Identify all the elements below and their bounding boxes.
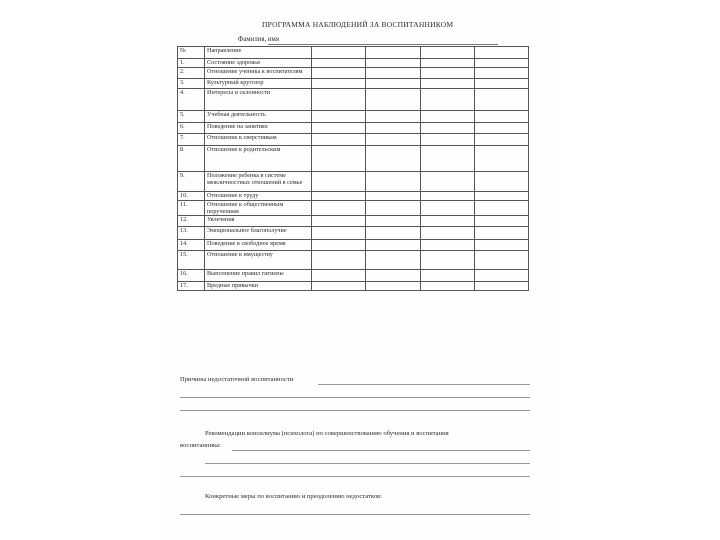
table-cell [366, 59, 420, 68]
table-cell [312, 172, 366, 192]
table-cell [366, 172, 420, 192]
row-number: 7. [178, 134, 205, 146]
row-label: Отношение к имуществу [205, 251, 312, 270]
table-cell [420, 192, 474, 201]
table-cell [420, 59, 474, 68]
table-cell [474, 89, 528, 111]
table-cell [312, 79, 366, 89]
table-cell [420, 68, 474, 79]
row-number: 17. [178, 282, 205, 291]
table-row [178, 216, 529, 227]
table-cell [420, 79, 474, 89]
recommendations-line-3 [180, 476, 530, 477]
table-cell [420, 240, 474, 251]
row-number: 3. [178, 79, 205, 89]
row-label: Отношение к труду [205, 192, 312, 201]
row-label: Состояние здоровья [205, 59, 312, 68]
row-number: 2. [178, 68, 205, 79]
table-cell [366, 192, 420, 201]
table-cell [474, 227, 528, 240]
causes-line-2 [180, 397, 530, 398]
table-cell [366, 134, 420, 146]
row-number: 6. [178, 123, 205, 134]
table-cell [366, 216, 420, 227]
table-cell [420, 134, 474, 146]
row-label: Поведение в свободное время [205, 240, 312, 251]
recommendations-line-1 [232, 450, 530, 451]
table-cell [420, 146, 474, 172]
table-row [178, 68, 529, 79]
table-cell [366, 146, 420, 172]
header-direction: Направление [205, 47, 312, 59]
table-row [178, 146, 529, 172]
measures-line-1 [180, 514, 530, 515]
table-cell [474, 201, 528, 216]
table-cell [474, 270, 528, 282]
table-cell [420, 47, 474, 59]
row-label: Отношение к сверстникам [205, 134, 312, 146]
row-label: Вредные привычки [205, 282, 312, 291]
row-label: Отношение ученика к воспитателям [205, 68, 312, 79]
name-label: Фамилия, имя [238, 36, 279, 43]
row-label: Эмоциональное благополучие [205, 227, 312, 240]
table-row [178, 172, 529, 192]
table-cell [474, 59, 528, 68]
table-cell [474, 134, 528, 146]
row-number: 5. [178, 111, 205, 123]
table-cell [474, 47, 528, 59]
table-cell [366, 270, 420, 282]
row-number: 10. [178, 192, 205, 201]
row-number: 14. [178, 240, 205, 251]
table-cell [366, 227, 420, 240]
table-header-row [178, 47, 529, 59]
row-label: Отношение к общественным поручениям [205, 201, 312, 216]
document-title: ПРОГРАММА НАБЛЮДЕНИЙ ЗА ВОСПИТАННИКОМ [262, 20, 454, 29]
name-field-line [268, 44, 498, 45]
table-row [178, 240, 529, 251]
table-cell [312, 146, 366, 172]
table-cell [474, 146, 528, 172]
row-label: Увлечения [205, 216, 312, 227]
table-cell [420, 270, 474, 282]
table-cell [312, 47, 366, 59]
table-cell [474, 172, 528, 192]
table-cell [474, 68, 528, 79]
recommendations-cont: воспитанника: [180, 442, 221, 449]
row-label: Поведение на занятиях [205, 123, 312, 134]
table-row [178, 192, 529, 201]
table-cell [312, 282, 366, 291]
recommendations-label: Рекомендации консилиума (психолога) по совершенствованию обучения и воспитания [205, 430, 449, 437]
table-cell [366, 251, 420, 270]
table-row [178, 251, 529, 270]
table-row [178, 134, 529, 146]
table-cell [366, 68, 420, 79]
row-number: 13. [178, 227, 205, 240]
row-label: Положение ребенка в системе межличностных отношений в семье [205, 172, 312, 192]
table-row [178, 111, 529, 123]
table-cell [474, 111, 528, 123]
row-number: 1. [178, 59, 205, 68]
table-cell [366, 240, 420, 251]
table-cell [474, 216, 528, 227]
table-cell [474, 282, 528, 291]
table-cell [312, 227, 366, 240]
table-cell [312, 89, 366, 111]
row-label: Выполнение правил гигиены [205, 270, 312, 282]
row-number: 4. [178, 89, 205, 111]
causes-label: Причины недостаточной воспитанности [180, 376, 294, 383]
table-row [178, 282, 529, 291]
table-cell [366, 47, 420, 59]
table-cell [474, 251, 528, 270]
table-cell [312, 192, 366, 201]
causes-line-1 [318, 384, 530, 385]
table-cell [312, 270, 366, 282]
table-cell [312, 201, 366, 216]
measures-label: Конкретные меры по воспитанию и преодолению недостатков: [205, 493, 382, 500]
row-label: Культурный кругозор [205, 79, 312, 89]
table-cell [420, 227, 474, 240]
table-cell [474, 240, 528, 251]
row-label: Отношение к родительским [205, 146, 312, 172]
table-cell [420, 123, 474, 134]
causes-line-3 [180, 410, 530, 411]
row-label: Интересы и склонности [205, 89, 312, 111]
table-cell [420, 282, 474, 291]
table-cell [312, 59, 366, 68]
table-cell [366, 111, 420, 123]
table-cell [366, 201, 420, 216]
observation-table [177, 46, 529, 291]
table-cell [474, 123, 528, 134]
table-cell [366, 89, 420, 111]
table-cell [312, 251, 366, 270]
row-number: 16. [178, 270, 205, 282]
table-cell [312, 216, 366, 227]
table-row [178, 89, 529, 111]
table-cell [366, 79, 420, 89]
table-cell [366, 123, 420, 134]
row-number: 15. [178, 251, 205, 270]
row-label: Учебная деятельность [205, 111, 312, 123]
row-number: 8. [178, 146, 205, 172]
table-cell [420, 201, 474, 216]
header-num: № [178, 47, 205, 59]
table-cell [420, 251, 474, 270]
row-number: 11. [178, 201, 205, 216]
table-row [178, 123, 529, 134]
table-row [178, 59, 529, 68]
table-row [178, 201, 529, 216]
row-number: 9. [178, 172, 205, 192]
table-cell [366, 282, 420, 291]
table-cell [420, 172, 474, 192]
row-number: 12. [178, 216, 205, 227]
table-cell [312, 68, 366, 79]
table-cell [474, 192, 528, 201]
table-cell [420, 111, 474, 123]
table-cell [474, 79, 528, 89]
table-cell [312, 134, 366, 146]
table-cell [420, 89, 474, 111]
table-row [178, 79, 529, 89]
recommendations-line-2 [205, 463, 530, 464]
table-cell [312, 123, 366, 134]
table-cell [420, 216, 474, 227]
table-cell [312, 240, 366, 251]
table-row [178, 227, 529, 240]
table-row [178, 270, 529, 282]
table-cell [312, 111, 366, 123]
